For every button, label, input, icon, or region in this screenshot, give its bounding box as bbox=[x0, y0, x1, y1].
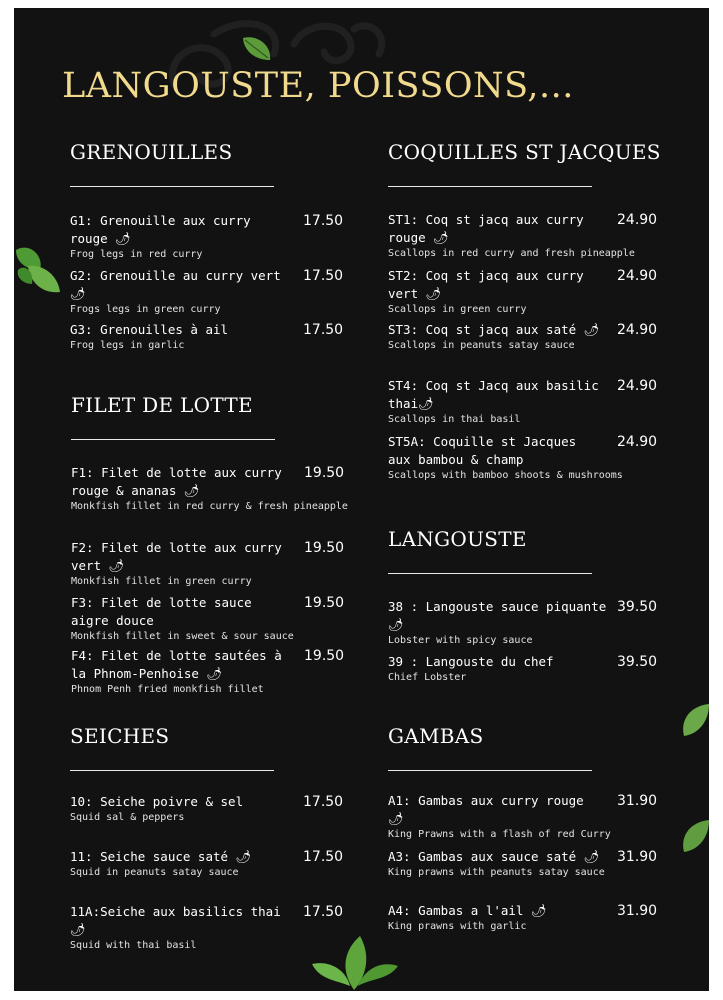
item-description: King prawns with garlic bbox=[388, 921, 527, 932]
item-name: G3: Grenouilles à ail bbox=[70, 322, 229, 337]
chili-pepper-icon: 🌶 bbox=[235, 849, 252, 864]
item-price: 19.50 bbox=[304, 540, 345, 556]
item-name: A3: Gambas aux sauce saté bbox=[388, 849, 577, 864]
item-name: A4: Gambas a l'ail bbox=[388, 903, 524, 918]
chili-pepper-icon: 🌶 bbox=[388, 811, 404, 826]
divider bbox=[388, 573, 592, 574]
menu-item bbox=[70, 848, 355, 880]
chili-pepper-icon: 🌶 bbox=[583, 849, 600, 864]
item-price: 17.50 bbox=[303, 213, 344, 229]
item-name: ST4: Coq st Jacq aux basilic thai bbox=[388, 378, 599, 411]
item-description: King Prawns with a flash of red Curry bbox=[388, 829, 611, 840]
item-description: Scallops in green curry bbox=[388, 304, 527, 315]
section-title: GRENOUILLES bbox=[70, 140, 233, 164]
menu-item bbox=[71, 539, 356, 589]
mint-leaf-icon bbox=[240, 34, 274, 64]
chili-pepper-icon: 🌶 bbox=[183, 483, 200, 498]
section-seiches bbox=[70, 724, 370, 954]
item-price: 31.90 bbox=[617, 849, 658, 865]
section-filet-de-lotte bbox=[71, 393, 371, 703]
divider bbox=[388, 186, 592, 187]
item-description: Monkfish fillet in sweet & sour sauce bbox=[71, 631, 294, 642]
item-description: Squid sal & peppers bbox=[70, 812, 185, 823]
divider bbox=[388, 770, 592, 771]
item-name: A1: Gambas aux curry rouge bbox=[388, 793, 584, 808]
item-price: 31.90 bbox=[617, 793, 658, 809]
item-name: G1: Grenouille aux curry rouge bbox=[70, 213, 251, 246]
menu-item bbox=[70, 212, 355, 262]
item-price: 31.90 bbox=[617, 903, 658, 919]
item-price: 17.50 bbox=[303, 849, 344, 865]
item-description: Scallops in red curry and fresh pineapple bbox=[388, 248, 635, 259]
chili-pepper-icon: 🌶 bbox=[70, 922, 86, 937]
item-name: 11: Seiche sauce saté bbox=[70, 849, 229, 864]
section-gambas bbox=[388, 724, 688, 954]
menu-item bbox=[388, 211, 673, 261]
item-description: Frogs legs in green curry bbox=[70, 304, 221, 315]
item-description: Scallops with bamboo shoots & mushrooms bbox=[388, 470, 623, 481]
menu-item bbox=[70, 793, 355, 825]
menu-item bbox=[388, 653, 673, 685]
menu-item bbox=[388, 902, 673, 934]
item-price: 39.50 bbox=[617, 599, 658, 615]
section-title: SEICHES bbox=[70, 724, 170, 748]
item-price: 17.50 bbox=[303, 268, 344, 284]
item-price: 24.90 bbox=[617, 268, 658, 284]
chili-pepper-icon: 🌶 bbox=[115, 231, 132, 246]
item-price: 17.50 bbox=[303, 322, 344, 338]
section-title: FILET DE LOTTE bbox=[71, 393, 253, 417]
item-description: Scallops in peanuts satay sauce bbox=[388, 340, 575, 351]
menu-item bbox=[71, 464, 356, 514]
section-title: COQUILLES ST JACQUES bbox=[388, 140, 661, 164]
item-description: Lobster with spicy sauce bbox=[388, 635, 533, 646]
chili-pepper-icon: 🌶 bbox=[70, 286, 86, 301]
menu-item bbox=[70, 267, 355, 317]
chili-pepper-icon: 🌶 bbox=[433, 230, 450, 245]
chili-pepper-icon: 🌶 bbox=[531, 903, 547, 918]
item-description: Frog legs in garlic bbox=[70, 340, 185, 351]
section-grenouilles bbox=[70, 140, 370, 370]
item-price: 24.90 bbox=[617, 212, 658, 228]
section-title: GAMBAS bbox=[388, 724, 484, 748]
menu-item bbox=[388, 598, 673, 648]
menu-item bbox=[388, 377, 673, 427]
menu-item bbox=[70, 903, 355, 953]
menu-item bbox=[388, 433, 673, 483]
menu-page bbox=[14, 8, 709, 991]
item-price: 24.90 bbox=[617, 378, 658, 394]
item-description: Scallops in thai basil bbox=[388, 414, 521, 425]
item-name: G2: Grenouille au curry vert bbox=[70, 268, 281, 283]
item-name: 11A:Seiche aux basilics thai bbox=[70, 904, 281, 919]
chili-pepper-icon: 🌶 bbox=[583, 322, 600, 337]
item-description: Monkfish fillet in red curry & fresh pineapple bbox=[71, 501, 348, 512]
item-description: Squid in peanuts satay sauce bbox=[70, 867, 239, 878]
menu-item bbox=[71, 647, 356, 697]
item-price: 19.50 bbox=[304, 595, 345, 611]
menu-item bbox=[71, 594, 356, 644]
item-price: 19.50 bbox=[304, 648, 345, 664]
menu-item bbox=[388, 267, 673, 317]
item-price: 17.50 bbox=[303, 794, 344, 810]
chili-pepper-icon: 🌶 bbox=[108, 558, 125, 573]
menu-item bbox=[70, 321, 355, 353]
item-name: 39 : Langouste du chef bbox=[388, 654, 554, 669]
item-price: 39.50 bbox=[617, 654, 658, 670]
item-name: ST5A: Coquille st Jacques aux bambou & champ bbox=[388, 434, 577, 467]
item-price: 19.50 bbox=[304, 465, 345, 481]
item-description: Frog legs in red curry bbox=[70, 249, 203, 260]
item-price: 24.90 bbox=[617, 322, 658, 338]
item-name: F4: Filet de lotte sautées à la Phnom-Penhoise bbox=[71, 648, 282, 681]
divider bbox=[71, 439, 275, 440]
chili-pepper-icon: 🌶 bbox=[418, 396, 434, 411]
item-name: F3: Filet de lotte sauce aigre douce bbox=[71, 595, 252, 628]
item-price: 17.50 bbox=[303, 904, 344, 920]
item-description: Chief Lobster bbox=[388, 672, 467, 683]
item-description: Monkfish fillet in green curry bbox=[71, 576, 252, 587]
chili-pepper-icon: 🌶 bbox=[388, 617, 404, 632]
item-name: ST1: Coq st jacq aux curry rouge bbox=[388, 212, 584, 245]
page-title: LANGOUSTE, POISSONS,... bbox=[62, 66, 574, 106]
item-name: ST3: Coq st jacq aux saté bbox=[388, 322, 577, 337]
menu-item bbox=[388, 321, 673, 353]
menu-item bbox=[388, 848, 673, 880]
item-description: Phnom Penh fried monkfish fillet bbox=[71, 684, 264, 695]
item-name: F2: Filet de lotte aux curry vert bbox=[71, 540, 282, 573]
item-name: F1: Filet de lotte aux curry rouge & ananas bbox=[71, 465, 282, 498]
item-price: 24.90 bbox=[617, 434, 658, 450]
divider bbox=[70, 770, 274, 771]
item-name: ST2: Coq st jacq aux curry vert bbox=[388, 268, 584, 301]
item-name: 38 : Langouste sauce piquante bbox=[388, 599, 607, 614]
item-description: King prawns with peanuts satay sauce bbox=[388, 867, 605, 878]
item-description: Squid with thai basil bbox=[70, 940, 197, 951]
chili-pepper-icon: 🌶 bbox=[425, 286, 442, 301]
mint-leaf-icon bbox=[14, 240, 64, 300]
divider bbox=[70, 186, 274, 187]
section-title: LANGOUSTE bbox=[388, 527, 527, 551]
section-langouste bbox=[388, 527, 688, 697]
chili-pepper-icon: 🌶 bbox=[206, 666, 223, 681]
menu-item bbox=[388, 792, 673, 842]
item-name: 10: Seiche poivre & sel bbox=[70, 794, 244, 809]
section-coquilles-st-jacques bbox=[388, 140, 688, 500]
